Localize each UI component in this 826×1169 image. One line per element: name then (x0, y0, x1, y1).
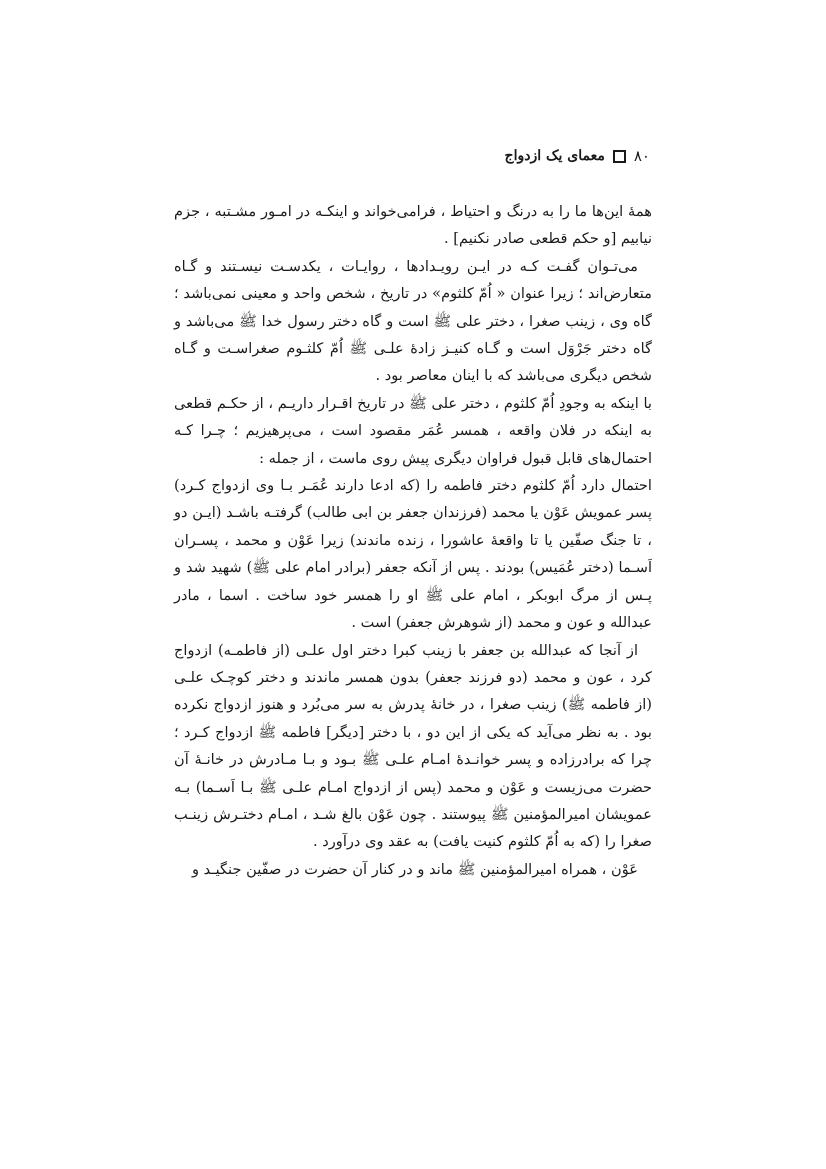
paragraph: می‌تـوان گفـت کـه در ایـن رویـدادها ، روایـات ، یکدسـت نیسـتند و گـاه متعارض‌اند ؛ زیرا عنوان « اُمّ کلثوم» در تاریخ ، شخص واحد و معینی نمی‌باشد ؛ گاه وی ، زینب صغرا ، دختر علی ﷺ است و گاه دختر رسول خدا ﷺ می‌باشد و گاه دختر جَرْوَل است و گـاه کنیـز زادهٔ علـی ﷺ اُمّ کلثـوم صغراسـت و گـاه شخص دیگری می‌باشد که با اینان معاصر بود . (174, 257, 652, 385)
paragraph: همهٔ این‌ها ما را به درنگ و احتیاط ، فرامی‌خواند و اینکـه در امـور مشـتبه ، جزم نیابیم [و حکم قطعی صادر نکنیم] . (174, 203, 652, 248)
paragraph: با اینکه به وجودِ اُمّ کلثوم ، دختر علی ﷺ در تاریخ اقـرار داریـم ، از حکـم قطعی به اینکه در فلان واقعه ، همسر عُمَر مقصود است ، می‌پرهیزیم ؛ چـرا کـه احتمال‌های قابل قبول فراوان دیگری پیش روی ماست ، از جمله : (174, 394, 652, 467)
running-header (505, 147, 650, 165)
paragraph: از آنجا که عبدالله بن جعفر با زینب کبرا دختر اول علـی (از فاطمـه) ازدواج کرد ، عون و محمد (دو فرزند جعفر) بدون همسر ماندند و دختر کوچـک علـی (از فاطمه ﷺ) زینب صغرا ، در خانهٔ پدرش به سر می‌بُرد و هنوز ازدواج نکرده بود . به نظر می‌آید که یکی از این دو ، با دختر [دیگر] فاطمه ﷺ ازدواج کـرد ؛ چرا که برادرزاده و پسر خوانـدهٔ امـام علـی ﷺ بـود و بـا مـادرش در خانـهٔ آن حضرت می‌زیست و عَوْن و محمد (پس از ازدواج امـام علـی ﷺ بـا اَسـما) بـه عمویشان امیرالمؤمنین ﷺ پیوستند . چون عَوْن بالغ شـد ، امـام دختـرش زینـب صغرا را (که به اُمّ کلثوم کنیت یافت) به عقد وی درآورد . (174, 641, 652, 851)
square-icon (613, 150, 626, 163)
book-title: معمای یک ازدواج (504, 148, 605, 164)
paragraph: عَوْن ، همراه امیرالمؤمنین ﷺ ماند و در کنار آن حضرت در صفّین جنگیـد و (191, 860, 638, 878)
body-text (174, 198, 652, 883)
page-number: ۸۰ (633, 147, 650, 165)
paragraph: احتمال دارد اُمّ کلثوم دختر فاطمه را (که ادعا دارند عُمَـر بـا وی ازدواج کـرد) پسر عمویش عَوْن یا محمد (فرزندان جعفر بن ابی طالب) گرفتـه باشـد (ایـن دو ، تا جنگ صفّین یا تا واقعهٔ عاشورا ، زنده ماندند) زیرا عَوْن و محمد ، پسـران اَسـما (دختر عُمَیس) بودند . پس از آنکه جعفر (برادر امام علی ﷺ) شهید شد و پـس از مرگ ابوبکر ، امام علی ﷺ او را همسر خود ساخت . اسما ، مادر عبدالله و عون و محمد (از شوهرش جعفر) است . (174, 477, 652, 632)
